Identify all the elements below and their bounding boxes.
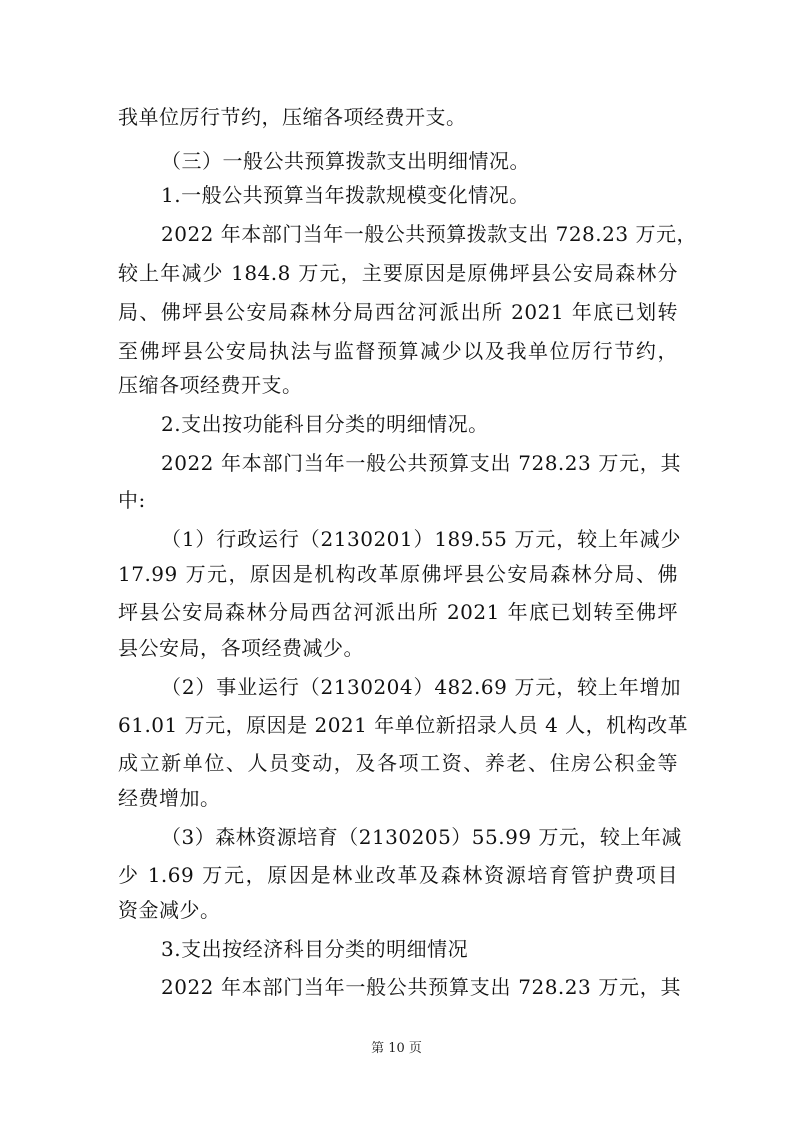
text-line-6: 局、佛坪县公安局森林分局西岔河派出所 2021 年底已划转	[118, 300, 678, 324]
page-number: 第 10 页	[371, 1041, 422, 1056]
text-line-8: 压缩各项经费开支。	[118, 373, 303, 397]
text-line-7: 至佛坪县公安局执法与监督预算减少以及我单位厉行节约，	[118, 339, 678, 363]
item-1-line-2: 17.99 万元，原因是机构改革原佛坪县公安局森林分局、佛	[118, 562, 678, 586]
section-heading-3: （三）一般公共预算拨款支出明细情况。	[161, 149, 530, 173]
subheading-2: 2.支出按功能科目分类的明细情况。	[161, 412, 489, 436]
item-3-line-3: 资金减少。	[118, 898, 221, 922]
subheading-1: 1.一般公共预算当年拨款规模变化情况。	[161, 183, 530, 207]
item-1-line-3: 坪县公安局森林分局西岔河派出所 2021 年底已划转至佛坪	[118, 600, 678, 624]
item-2-line-1: （2）事业运行（2130204）482.69 万元，较上年增加	[161, 675, 681, 699]
item-1-line-1: （1）行政运行（2130201）189.55 万元，较上年减少	[161, 527, 681, 551]
item-1-line-4: 县公安局，各项经费减少。	[118, 636, 364, 660]
item-2-line-4: 经费增加。	[118, 786, 221, 810]
text-line-10: 2022 年本部门当年一般公共预算支出 728.23 万元，其	[161, 451, 681, 475]
item-2-line-2: 61.01 万元，原因是 2021 年单位新招录人员 4 人，机构改革	[118, 713, 689, 737]
text-line-4: 2022 年本部门当年一般公共预算拨款支出 728.23 万元，	[161, 222, 697, 246]
text-line-1: 我单位厉行节约，压缩各项经费开支。	[118, 105, 467, 129]
item-3-line-1: （3）森林资源培育（2130205）55.99 万元，较上年减	[161, 825, 682, 849]
text-line-11: 中:	[118, 488, 146, 512]
text-line-24: 2022 年本部门当年一般公共预算支出 728.23 万元，其	[161, 975, 681, 999]
item-2-line-3: 成立新单位、人员变动，及各项工资、养老、住房公积金等	[118, 751, 678, 775]
text-line-5: 较上年减少 184.8 万元，主要原因是原佛坪县公安局森林分	[118, 261, 678, 285]
item-3-line-2: 少 1.69 万元，原因是林业改革及森林资源培育管护费项目	[118, 863, 678, 887]
subheading-3: 3.支出按经济科目分类的明细情况	[161, 937, 469, 961]
